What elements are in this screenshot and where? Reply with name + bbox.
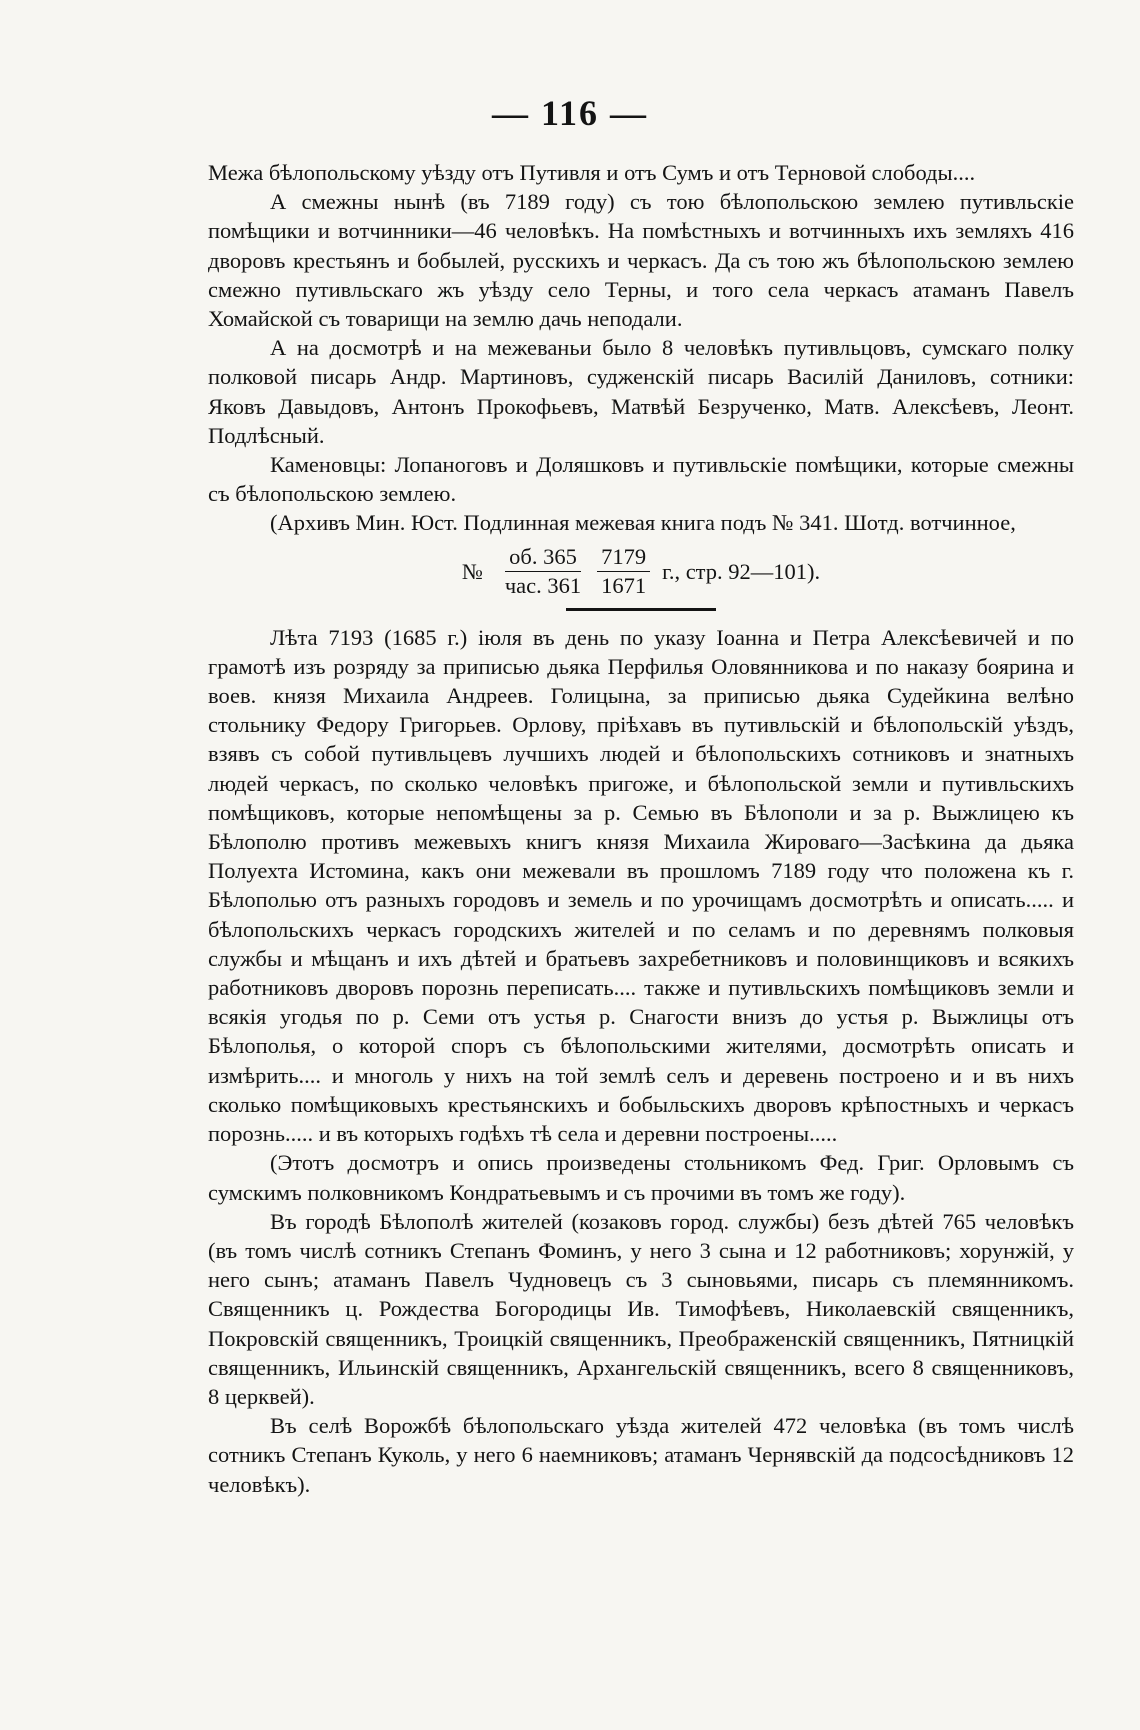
fraction-year-bottom: 1671 xyxy=(601,573,647,599)
paragraph-orlov-survey-note: (Этотъ досмотръ и опись произведены стольникомъ Фед. Григ. Орловымъ съ сумскимъ полковникомъ Кондратьевымъ и съ прочими въ томъ же году). xyxy=(208,1150,1074,1205)
paragraph-boundary-intro: Межа бѣлопольскому уѣзду отъ Путивля и отъ Сумъ и отъ Терновой слободы.... xyxy=(208,160,976,185)
paragraph-vorozhba-residents: Въ селѣ Ворожбѣ бѣлопольскаго уѣзда жителей 472 человѣка (въ томъ числѣ сотникъ Степанъ Куколь, у него 6 наемниковъ; атаманъ Чернявскій да подсосѣдниковъ 12 человѣкъ). xyxy=(208,1413,1074,1497)
reference-pages: г., стр. 92—101). xyxy=(662,559,821,585)
page-number: — 116 — xyxy=(491,93,648,133)
section-divider xyxy=(566,608,716,611)
page-body xyxy=(208,158,1074,1499)
archive-reference-fractions xyxy=(208,540,1074,604)
paragraph-survey-participants: А на досмотрѣ и на межеваньи было 8 человѣкъ путивльцовъ, сумскаго полку полковой писарь Андр. Мартиновъ, судженскій писарь Василій Даниловъ, сотники: Яковъ Давыдовъ, Антонъ Прокофьевъ, Матвѣй Безрученко, Матв. Алексѣевъ, Леонт. Подлѣсный. xyxy=(208,335,1074,448)
paragraph-decree-1685: Лѣта 7193 (1685 г.) іюля въ день по указу Іоанна и Петра Алексѣевичей и по грамотѣ изъ розряду за приписью дьяка Перфилья Оловянникова и по наказу боярина и воев. князя Михаила Андреев. Голицына, за приписью дьяка Судейкина велѣно стольнику Федору Григорьев. Орлову, пріѣхавъ въ путивльскій и бѣлопольскій уѣздъ, взявъ съ собой путивльцевъ лучшихъ людей и бѣлопольскихъ сотниковъ и знатныхъ людей черкасъ, по сколько человѣкъ пригоже, и бѣлопольской земли и путивльскихъ помѣщиковъ, которые непомѣщены за р. Семью въ Бѣлополи и за р. Выжлицею къ Бѣлополю противъ межевыхъ книгъ князя Михаила Жироваго—Засѣкина да дьяка Полуехта Истомина, какъ они межевали въ прошломъ 7189 году что положена къ г. Бѣлополью отъ разныхъ городовъ и земель и по урочищамъ досмотрѣть и описать..... и бѣлопольскихъ черкасъ городскихъ жителей и по селамъ и по деревнямъ полковыя службы и мѣщанъ и ихъ дѣтей и братьевъ захребетниковъ и половинщиковъ и всякихъ работниковъ дворовъ порознь переписать.... также и путивльскихъ помѣщиковъ земли и всякія угодья по р. Семи отъ устья р. Снагости внизъ до устья р. Выжлицы отъ Бѣлополья, о которой споръ съ бѣлопольскими жителями, досмотрѣть описать и измѣрить.... и многоль у нихъ на той землѣ селъ и деревень построено и и въ нихъ сколько помѣщиковыхъ крестьянскихъ и бобыльскихъ дворовъ крѣпостныхъ и черкасъ порознь..... и въ которыхъ годѣхъ тѣ села и деревни построены..... xyxy=(208,624,1074,1147)
number-sign: № xyxy=(461,559,483,585)
fraction-section-top: об. 365 xyxy=(505,544,581,572)
paragraph-belopol-residents: Въ городѣ Бѣлополѣ жителей (козаковъ город. службы) безъ дѣтей 765 человѣкъ (въ томъ числѣ сотникъ Степанъ Фоминъ, у него 3 сына и 12 работниковъ; хорунжій, у него сынъ; атаманъ Павелъ Чудновецъ съ 3 сыновьями, писарь съ племянникомъ. Священникъ ц. Рождества Богородицы Ив. Тимофѣевъ, Николаевскій священникъ, Покровскій священникъ, Троицкій священникъ, Преображенскій священникъ, Пятницкій священникъ, Ильинскій священникъ, Архангельскій священникъ, всего 8 священниковъ, 8 церквей). xyxy=(208,1208,1074,1409)
fraction-year xyxy=(597,544,650,599)
paragraph-adjacent-landowners: А смежны нынѣ (въ 7189 году) съ тою бѣлопольскою землею путивльскіе помѣщики и вотчинники—46 человѣкъ. На помѣстныхъ и вотчинныхъ ихъ земляхъ 416 дворовъ крестьянъ и бобылей, русскихъ и черкасъ. Да съ тою жъ бѣлопольскою землею смежно путивльскаго жъ уѣзду село Терны, и того села черкасъ атаманъ Павелъ Хомайской съ товарищи на землю дачь неподали. xyxy=(208,189,1074,332)
fraction-section-bottom: час. 361 xyxy=(504,573,582,599)
archive-reference: (Архивъ Мин. Юст. Подлинная межевая книга подъ № 341. Шотд. вотчинное, xyxy=(270,510,1016,536)
paragraph-kamenovtsy: Каменовцы: Лопаноговъ и Доляшковъ и путивльскіе помѣщики, которые смежны съ бѣлопольскою землею. xyxy=(208,452,1074,507)
fraction-year-top: 7179 xyxy=(597,544,650,572)
fraction-section xyxy=(501,544,585,599)
